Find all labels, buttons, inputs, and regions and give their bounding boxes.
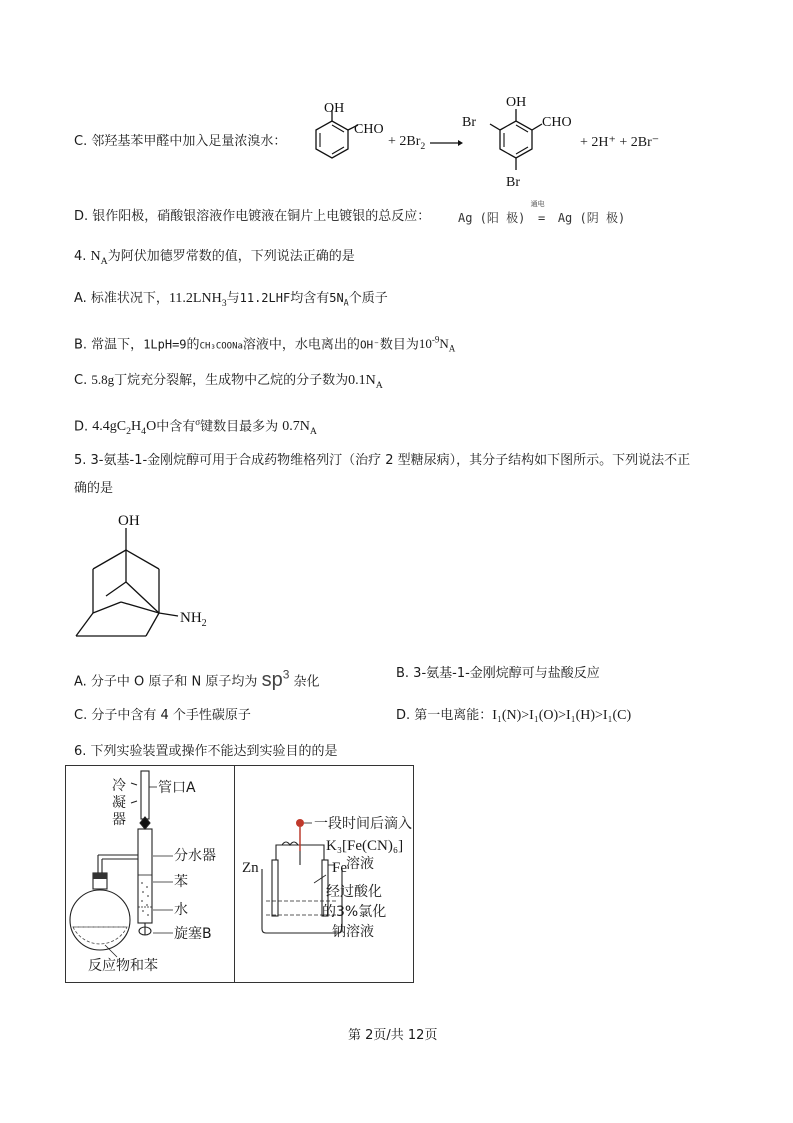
q4-option-b: B. 常温下，1LpH=9的CH₃COONa溶液中，水电离出的OH⁻数目为$10^{-9}N_A$ [74,335,456,354]
q3-option-d-text: D. 银作阳极，硝酸银溶液作电镀液在铜片上电镀银的总反应： [74,209,431,224]
cho-label: CHO [354,122,384,137]
product-cho-label: CHO [542,115,572,130]
condenser-label: 冷 凝 器 [112,778,126,828]
stopcock-label: 旋塞B [174,926,212,942]
port-a-label: 管口A [158,780,196,796]
bromo-bottom-label: Br [506,175,520,190]
q6-stem: 6. 下列实验装置或操作不能达到实验目的的是 [74,744,338,759]
q5-option-a: A. 分子中 O 原子和 N 原子均为 $sp^3$ 杂化 [74,667,320,691]
q5-stem-line1: 5. 3-氨基-1-金刚烷醇可用于合成药物维格列汀（治疗 2 型糖尿病），其分子结构如下图所示。下列说法不正 [74,453,691,468]
q5-nh2-label: $NH_2$ [180,610,207,629]
zn-label: Zn [242,860,259,876]
solution-label-3: 钠溶液 [332,924,374,940]
page-footer: 第 2页/共 12页 [348,1028,438,1043]
electroplating-equation: Ag (阳 极) 通电 = Ag (阴 极) [458,200,626,225]
water-label: 水 [174,902,188,918]
benzene-label: 苯 [174,874,188,890]
drop-label: 一段时间后滴入 [314,816,412,832]
q5-option-c: C. 分子中含有 4 个手性碳原子 [74,708,251,723]
plus-br2: + $2Br_2$ [388,134,426,152]
separator-label: 分水器 [174,848,216,864]
reagent-label: K₃[Fe(CN)₆] [326,838,404,854]
solution-label-1: 经过酸化 [326,884,382,900]
q4-stem: 4. $N_A$为阿伏加德罗常数的值，下列说法正确的是 [74,249,355,267]
solution-label-2: 的3%氯化 [322,904,387,920]
q4-option-d: D. $4.4gC_2H_4O$中含有$^\sigma$键数目最多为 $0.7N_A$ [74,417,317,438]
dibromo-product-structure [462,92,582,192]
salicylaldehyde-structure [292,98,392,173]
q4-option-c: C. 5.8g丁烷充分裂解，生成物中乙烷的分子数为$0.1N_A$ [74,372,383,391]
q5-option-b: B. 3-氨基-1-金刚烷醇可与盐酸反应 [396,666,600,681]
reagent-solution-label: 溶液 [346,856,374,872]
aminoadamantanol-structure [66,512,226,640]
product-oh-label: OH [506,95,527,110]
q5-option-d: D. 第一电离能：I₁(N)>I₁(O)>I₁(H)>I₁(C) [396,708,632,723]
fe-label: Fe [332,860,347,876]
q5-stem-line2: 确的是 [74,481,114,496]
q5-oh-label: OH [118,513,140,529]
water-separator-apparatus [65,765,233,983]
product-ions: + 2H⁺ + 2Br⁻ [580,135,660,150]
reaction-arrow [430,139,462,147]
oh-label: OH [324,101,345,116]
q3-option-c-text: C. 邻羟基苯甲醛中加入足量浓溴水： [74,134,287,149]
bromo-left-label: Br [462,115,476,130]
galvanic-beaker-apparatus [234,765,414,983]
flask-label: 反应物和苯 [88,958,158,974]
q4-option-a: A. 标准状况下，$11.2LNH_3$与11.2LHF均含有$5N_A$个质子 [74,291,388,309]
